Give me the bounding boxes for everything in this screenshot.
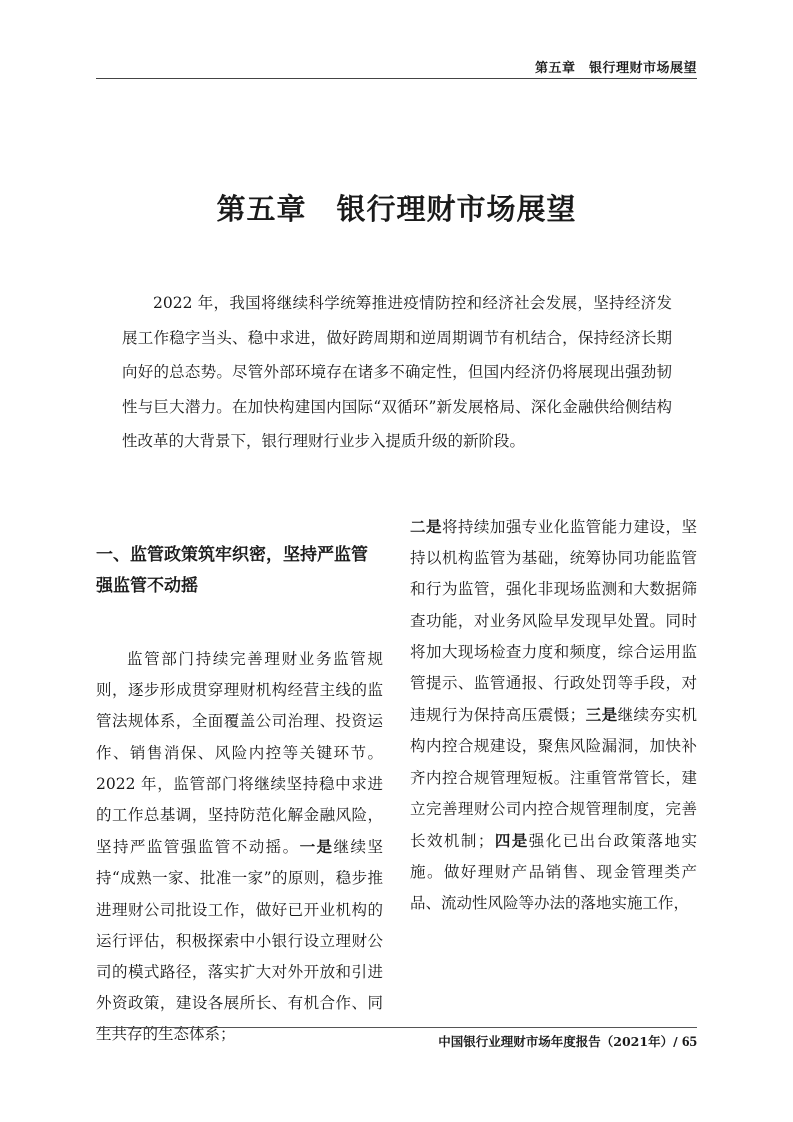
body-text-run: 继续坚持“成熟一家、批准一家”的原则，稳步推进理财公司批设工作，做好已开业机构的运行评估，积极探索中小银行设立理财公司的模式路径，落实扩大对外开放和引进外资政策，建设各展所长、有机合作、同生共存的生态体系；: [96, 838, 383, 1044]
body-paragraph-start: [96, 644, 383, 1051]
chapter-title: 第五章 银行理财市场展望: [216, 192, 577, 227]
body-text-run: 监管部门持续完善理财业务监管规则，逐步形成贯穿理财机构经营主线的监管法规体系，全面覆盖公司治理、投资运作、销售消保、风险内控等关键环节。2022 年，监管部门将继续坚持稳中求进的工作总基调，坚持防范化解金融风险，坚持严监管强监管不动摇。: [96, 650, 383, 857]
body-text-run: 强化已出台政策落地实施。做好理财产品销售、现金管理类产品、流动性风险等办法的落地实施工作，: [410, 832, 697, 913]
footer-divider: [96, 1027, 697, 1028]
page-number: 65: [682, 1034, 697, 1050]
bold-marker-two: 二是: [410, 517, 442, 536]
body-paragraph-continued: [410, 511, 697, 920]
section-heading: 一、监管政策筑牢织密，坚持严监管强监管不动摇: [96, 545, 368, 596]
bold-marker-four: 四是: [493, 831, 529, 851]
bold-marker-three: 三是: [585, 705, 618, 725]
page-footer: [438, 1032, 697, 1051]
intro-paragraph: 2022 年，我国将继续科学统筹推进疫情防控和经济社会发展，坚持经济发展工作稳字当头、稳中求进，做好跨周期和逆周期调节有机结合，保持经济长期向好的总态势。尽管外部环境存在诸多不确定性，但国内经济仍将展现出强劲韧性与巨大潜力。在加快构建国内国际“双循环”新发展格局、深化金融供给侧结构性改革的大背景下，银行理财行业步入提质升级的新阶段。: [122, 294, 672, 450]
body-text-run: 继续夯实机构内控合规建设，聚焦风险漏洞，加快补齐内控合规管理短板。注重管常管长，建立完善理财公司内控合规管理制度，完善长效机制；: [410, 706, 697, 851]
body-text-run: 将持续加强专业化监管能力建设，坚持以机构监管为基础，统筹协同功能监管和行为监管，强化非现场监测和大数据筛查功能，对业务风险早发现早处置。同时将加大现场检查力度和频度，综合运用监管提示、监管通报、行政处罚等手段，对违规行为保持高压震慑；: [410, 518, 697, 725]
right-column: [410, 511, 697, 920]
bold-marker-one: 一是: [299, 837, 334, 857]
header-divider: [96, 78, 697, 79]
running-header: 第五章 银行理财市场展望: [534, 61, 697, 76]
left-column: [96, 540, 383, 1051]
publication-title: 中国银行业理财市场年度报告（2021年）/: [438, 1034, 682, 1049]
